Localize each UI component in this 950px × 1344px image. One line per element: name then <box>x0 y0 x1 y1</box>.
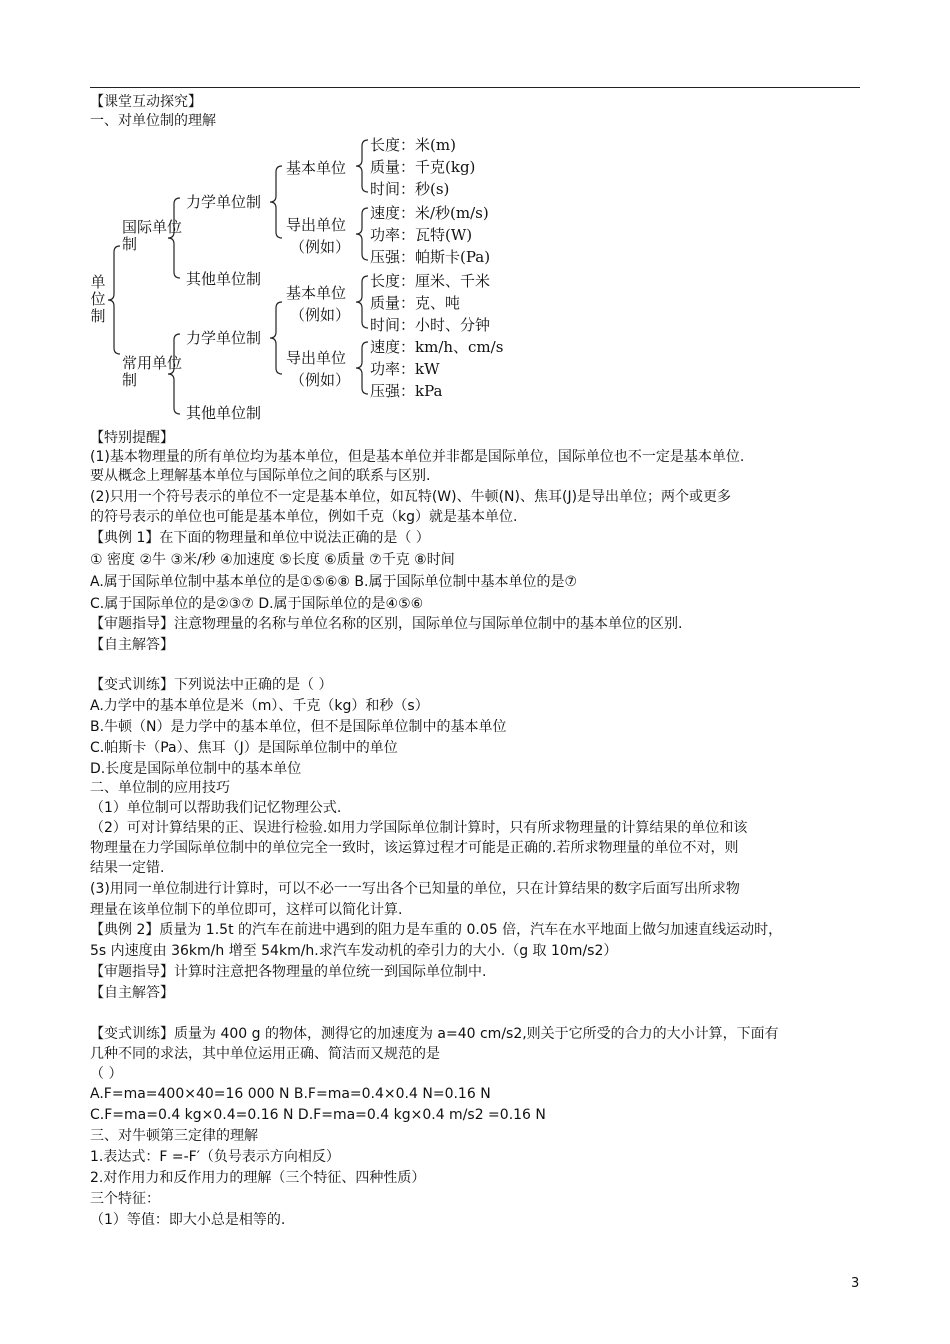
tree-si-derived-note: （例如） <box>290 238 351 256</box>
page-number: 3 <box>851 1276 860 1291</box>
variant-option: B.牛顿（N）是力学中的基本单位，但不是国际单位制中的基本单位 <box>90 719 507 735</box>
text-line: (3)用同一单位制进行计算时，可以不必一一写出各个已知量的单位，只在计算结果的数字后面写出所求物 <box>90 881 740 897</box>
brace-root <box>108 246 120 354</box>
guide-line: 【审题指导】计算时注意把各物理量的单位统一到国际单位制中. <box>90 964 487 980</box>
self-answer-heading: 【自主解答】 <box>90 985 174 1001</box>
text-line: （2）可对计算结果的正、误进行检验.如用力学国际单位制计算时，只有所求物理量的计算结果的单位和该 <box>90 820 748 836</box>
header-rule <box>90 87 860 88</box>
part2-heading: 二、单位制的应用技巧 <box>90 780 230 796</box>
tree-si-derived-item: 功率：瓦特(W) <box>370 226 473 244</box>
variant-option: D.长度是国际单位制中的基本单位 <box>90 761 302 777</box>
text-line: (2)只用一个符号表示的单位不一定是基本单位，如瓦特(W)、牛顿(N)、焦耳(J)是导出单位；两个或更多 <box>90 489 732 505</box>
brace-co-mech <box>270 302 282 374</box>
tree-si-derived-label: 导出单位 <box>286 216 347 234</box>
formula-line: 1.表达式：F =-F′（负号表示方向相反） <box>90 1149 340 1165</box>
unit-system-tree <box>90 134 520 424</box>
text-line: 要从概念上理解基本单位与国际单位之间的联系与区别. <box>90 468 431 484</box>
example1-option-ab: A.属于国际单位制中基本单位的是①⑤⑥⑧ B.属于国际单位制中基本单位的是⑦ <box>90 574 578 590</box>
text-line: 物理量在力学国际单位制中的单位完全一致时，该运算过程才可能是正确的.若所求物理量的单位不对，则 <box>90 840 739 856</box>
text-line: 三个特征： <box>90 1191 160 1207</box>
example1-question: 【典例 1】在下面的物理量和单位中说法正确的是（ ） <box>90 530 430 546</box>
brace-si-base <box>356 140 368 192</box>
variant-option: C.帕斯卡（Pa）、焦耳（J）是国际单位制中的单位 <box>90 740 398 756</box>
text-line: 结果一定错. <box>90 860 165 876</box>
tree-si-other-label: 其他单位制 <box>186 270 262 288</box>
brace-si-derived <box>356 208 368 260</box>
answer-bracket: （ ） <box>90 1066 123 1082</box>
tree-si-derived-item: 压强：帕斯卡(Pa) <box>370 248 491 266</box>
tree-co-derived-label: 导出单位 <box>286 349 347 367</box>
part3-heading: 三、对牛顿第三定律的理解 <box>90 1128 258 1144</box>
tree-si-base-item: 质量：千克(kg) <box>370 158 476 176</box>
example2-question: 5s 内速度由 36km/h 增至 54km/h.求汽车发动机的牵引力的大小.（g 取 10m/s2） <box>90 943 618 959</box>
example1-option-cd: C.属于国际单位的是②③⑦ D.属于国际单位的是④⑤⑥ <box>90 596 424 612</box>
variant-training-question: 【变式训练】质量为 400 g 的物体，测得它的加速度为 a=40 cm/s2,则关于它所受的合力的大小计算，下面有 <box>90 1026 779 1042</box>
tree-si-base-label: 基本单位 <box>286 159 347 177</box>
self-answer-heading: 【自主解答】 <box>90 637 174 653</box>
tree-co-derived-note: （例如） <box>290 371 351 389</box>
tree-co-mech-label: 力学单位制 <box>186 329 262 347</box>
tree-co-base-label: 基本单位 <box>286 284 347 302</box>
variant-option-ab: A.F=ma=400×40=16 000 N B.F=ma=0.4×0.4 N=0.16 N <box>90 1086 491 1102</box>
guide-line: 【审题指导】注意物理量的名称与单位名称的区别，国际单位与国际单位制中的基本单位的区别. <box>90 616 683 632</box>
section-heading: 【课堂互动探究】 <box>90 94 202 110</box>
brace-co-base <box>356 276 368 328</box>
brace-si-mech <box>270 166 282 238</box>
brace-co-derived <box>356 342 368 394</box>
example2-question: 【典例 2】质量为 1.5t 的汽车在前进中遇到的阻力是车重的 0.05 倍，汽车在水平地面上做匀加速直线运动时， <box>90 922 783 938</box>
text-line: 理量在该单位制下的单位即可，这样可以简化计算. <box>90 902 403 918</box>
tree-co-derived-item: 速度：km/h、cm/s <box>370 338 504 356</box>
tree-co-base-item: 时间：小时、分钟 <box>370 316 491 334</box>
tree-co-base-item: 质量：克、吨 <box>370 294 461 312</box>
text-line: （1）单位制可以帮助我们记忆物理公式. <box>90 800 342 816</box>
text-line: 的符号表示的单位也可能是基本单位，例如千克（kg）就是基本单位. <box>90 509 518 525</box>
tree-si-base-item: 长度：米(m) <box>370 136 456 154</box>
tree-si-label: 国际单位制 <box>122 218 183 253</box>
example1-items: ① 密度 ②牛 ③米/秒 ④加速度 ⑤长度 ⑥质量 ⑦千克 ⑧时间 <box>90 552 455 568</box>
tree-co-base-item: 长度：厘米、千米 <box>370 272 491 290</box>
variant-option: A.力学中的基本单位是米（m）、千克（kg）和秒（s） <box>90 698 429 714</box>
text-line: 几种不同的求法，其中单位运用正确、简洁而又规范的是 <box>90 1046 440 1062</box>
special-note-heading: 【特别提醒】 <box>90 430 174 446</box>
text-line: (1)基本物理量的所有单位均为基本单位，但是基本单位并非都是国际单位，国际单位也不一定是基本单位. <box>90 449 745 465</box>
part-heading: 一、对单位制的理解 <box>90 113 216 129</box>
tree-si-base-item: 时间：秒(s) <box>370 180 450 198</box>
tree-co-base-note: （例如） <box>290 306 351 324</box>
variant-training-question: 【变式训练】下列说法中正确的是（ ） <box>90 677 333 693</box>
tree-common-label: 常用单位制 <box>122 354 183 389</box>
tree-co-derived-item: 压强：kPa <box>370 382 443 400</box>
tree-co-derived-item: 功率：kW <box>370 360 440 378</box>
text-line: 2.对作用力和反作用力的理解（三个特征、四种性质） <box>90 1170 426 1186</box>
variant-option-cd: C.F=ma=0.4 kg×0.4=0.16 N D.F=ma=0.4 kg×0.4 m/s2 =0.16 N <box>90 1107 546 1123</box>
tree-co-other-label: 其他单位制 <box>186 404 262 422</box>
text-line: （1）等值：即大小总是相等的. <box>90 1212 286 1228</box>
tree-root-label: 单位制 <box>90 273 106 325</box>
tree-si-derived-item: 速度：米/秒(m/s) <box>370 204 489 222</box>
tree-si-mech-label: 力学单位制 <box>186 193 262 211</box>
